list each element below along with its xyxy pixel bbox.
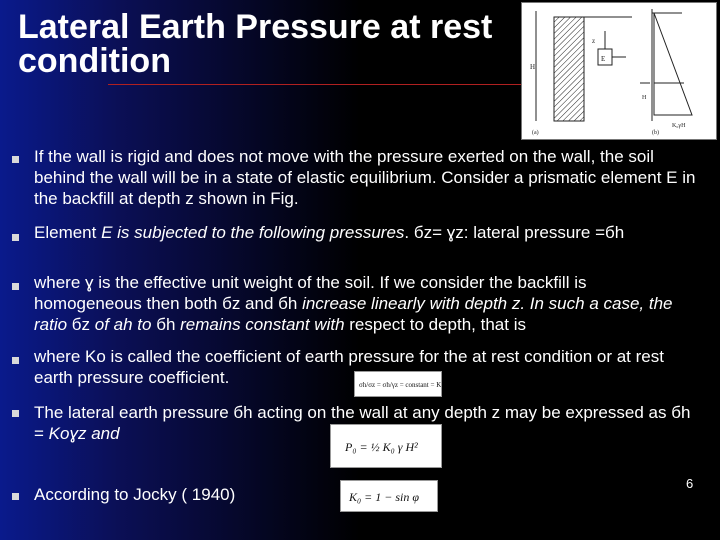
bullet-3-italic: increase linearly with depth z. In such a case, the ratio — [34, 294, 673, 334]
bullet-6-text: According to Jocky ( 1940) — [34, 485, 236, 504]
svg-text:(b): (b) — [652, 130, 659, 136]
svg-text:σh/σz = σh/γz = constant = K₀: σh/σz = σh/γz = constant = K₀ — [359, 381, 441, 389]
bullet-5-part: The lateral earth pressure бh acting on the wall at any depth z may be expressed as бh = — [34, 403, 691, 443]
bullet-4-text: where Ko is called the coefficient of earth pressure for the at rest condition or at rest earth pressure coefficient. — [34, 347, 664, 387]
bullet-1-text: If the wall is rigid and does not move with the pressure exerted on the wall, the soil behind the wall will be in a state of elastic equilibrium. Consider a prismatic element E in the backfill at depth z shown in Fig. — [34, 147, 696, 208]
bullet-marker — [12, 410, 19, 417]
p0-equation — [330, 424, 442, 468]
slide-title: Lateral Earth Pressure at rest condition — [18, 8, 493, 80]
bullet-3-part: respect to depth, that is — [344, 315, 526, 334]
svg-text:K₀ = 1 − sin φ: K₀ = 1 − sin φ — [349, 490, 420, 504]
bullet-2-italic: E is subjected to the following pressures — [101, 223, 405, 242]
bullet-2-text — [34, 222, 696, 243]
bullet-2-part: Element — [34, 223, 102, 242]
bullet-3-text — [34, 272, 696, 335]
bullet-2-part: . бz= ɣz: lateral pressure =бh — [404, 223, 625, 242]
svg-text:(a): (a) — [532, 130, 539, 136]
bullet-5-italic: Koɣz and — [48, 424, 120, 443]
svg-text:E: E — [601, 55, 606, 63]
page-number: 6 — [686, 476, 694, 491]
bullet-marker — [12, 283, 19, 290]
bullet-marker — [12, 493, 19, 500]
bullet-3-part: where ɣ is the effective unit weight of the soil. If we consider the backfill is homogeneous then both бz and бh — [34, 273, 587, 313]
svg-text:H: H — [642, 95, 647, 101]
bullet-3-italic: of ah to — [94, 315, 152, 334]
bullet-3-italic: remains constant with — [180, 315, 345, 334]
bullet-marker — [12, 357, 19, 364]
svg-text:P₀ = ½ K₀ γ H²: P₀ = ½ K₀ γ H² — [345, 440, 418, 454]
ratio-equation — [354, 371, 442, 397]
bullet-3-part: бz — [67, 315, 95, 334]
svg-text:H: H — [530, 63, 536, 71]
bullet-3-part: бh — [151, 315, 181, 334]
k0-equation — [340, 480, 438, 512]
bullet-marker — [12, 234, 19, 241]
bullet-marker — [12, 156, 19, 163]
svg-text:z: z — [592, 37, 596, 45]
svg-text:K₀γH: K₀γH — [672, 123, 686, 129]
